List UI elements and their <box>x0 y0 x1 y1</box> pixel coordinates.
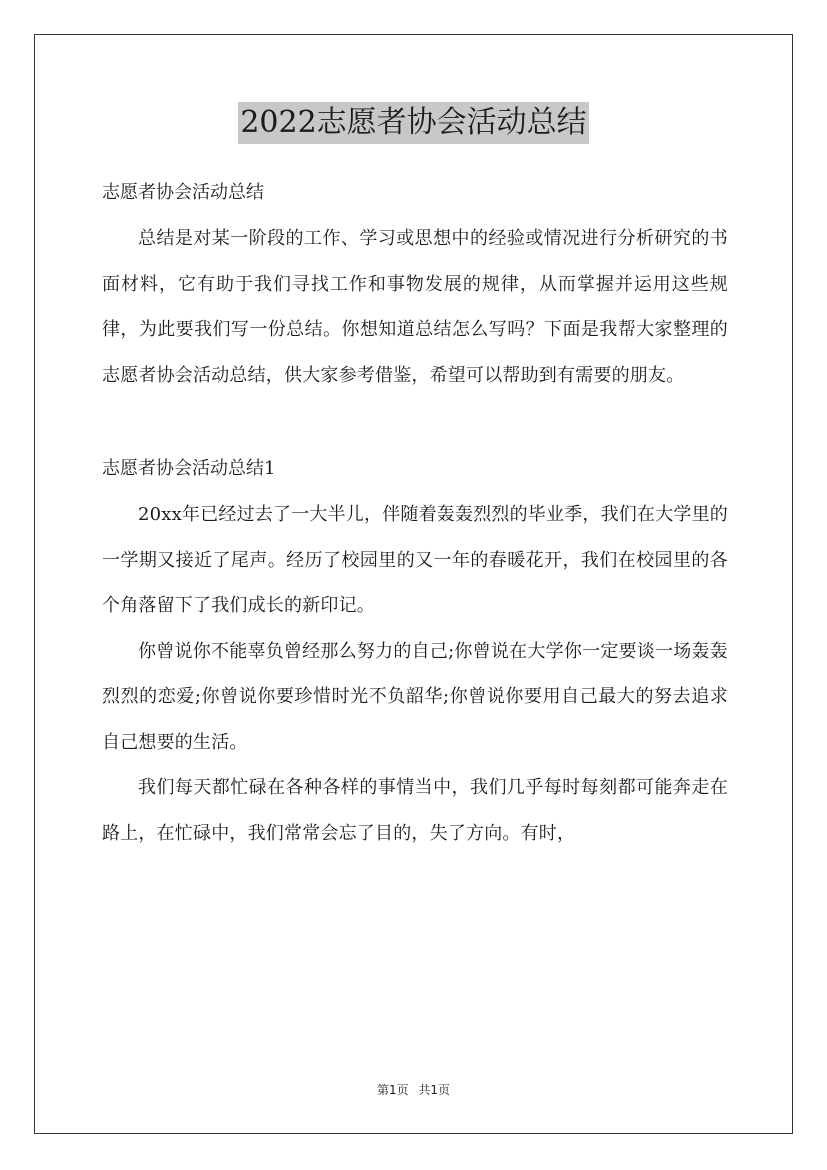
intro-heading: 志愿者协会活动总结 <box>102 182 264 203</box>
document-title: 2022志愿者协会活动总结 <box>238 102 588 144</box>
document-body <box>102 170 728 856</box>
title-container <box>0 102 827 144</box>
section-1-paragraph-3: 我们每天都忙碌在各种各样的事情当中，我们几乎每时每刻都可能奔走在路上，在忙碌中，我们常常会忘了目的，失了方向。有时， <box>102 777 728 844</box>
page-number-current: 第1页 <box>376 1083 409 1097</box>
page-number-total: 共1页 <box>418 1083 451 1097</box>
intro-paragraph: 总结是对某一阶段的工作、学习或思想中的经验或情况进行分析研究的书面材料，它有助于我们寻找工作和事物发展的规律，从而掌握并运用这些规律，为此要我们写一份总结。你想知道总结怎么写吗？下面是我帮大家整理的志愿者协会活动总结，供大家参考借鉴，希望可以帮助到有需要的朋友。 <box>102 228 728 386</box>
section-1-paragraph-1: 20xx年已经过去了一大半儿，伴随着轰轰烈烈的毕业季，我们在大学里的一学期又接近了尾声。经历了校园里的又一年的春暖花开，我们在校园里的各个角落留下了我们成长的新印记。 <box>102 504 729 616</box>
section-1-paragraph-2: 你曾说你不能辜负曾经那么努力的自己;你曾说在大学你一定要谈一场轰轰烈烈的恋爱;你曾说你要珍惜时光不负韶华;你曾说你要用自己最大的努去追求自己想要的生活。 <box>102 640 728 753</box>
section-1-heading: 志愿者协会活动总结1 <box>102 458 276 479</box>
spacer <box>102 398 728 446</box>
page-footer <box>0 1081 827 1099</box>
